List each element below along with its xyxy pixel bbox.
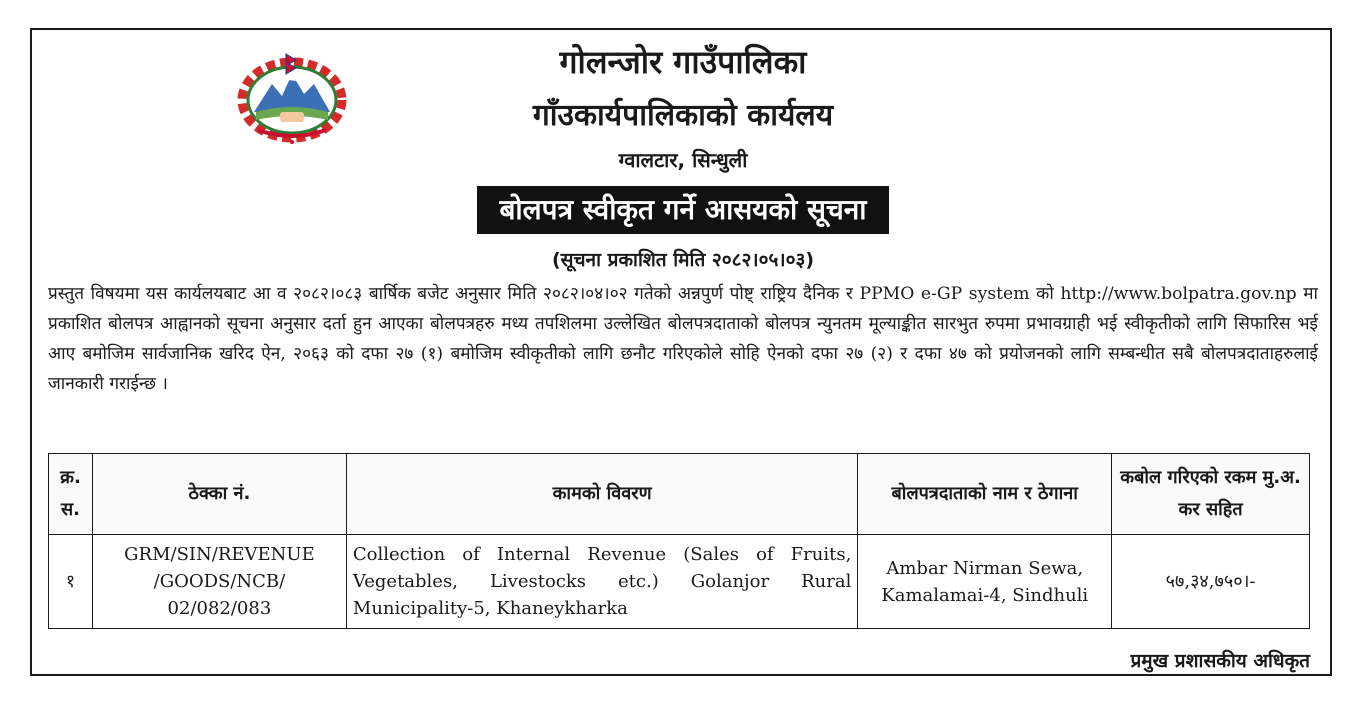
signatory-title: प्रमुख प्रशासकीय अधिकृत [1130,650,1310,672]
header-work-description: कामको विवरण [346,454,857,535]
office-name: गाँउकार्यपालिकाको कार्यलय [532,98,834,133]
publish-date: (सूचना प्रकाशित मिति २०८२।०५।०३) [551,249,815,271]
cell-bidder: Ambar Nirman Sewa, Kamalamai-4, Sindhuli [858,535,1112,629]
header-quoted-amount: कबोल गरिएको रकम मु.अ. कर सहित [1112,454,1310,535]
table-header-row [49,454,1310,535]
cell-contract-number: GRM/SIN/REVENUE /GOODS/NCB/ 02/082/083 [92,535,346,629]
notice-title: बोलपत्र स्वीकृत गर्ने आसयको सूचना [477,186,888,234]
cell-work-description: Collection of Internal Revenue (Sales of Fruits, Vegetables, Livestocks etc.) Golanjor Rural Municipality-5, Khaneykharka [346,535,857,629]
municipality-name: गोलन्जोर गाउँपालिका [559,43,807,81]
cell-serial-number: १ [49,535,93,629]
notice-title-wrapper [0,186,1366,234]
award-table [48,453,1310,629]
header-contract-number: ठेक्का नं. [92,454,346,535]
header-bidder-name-address: बोलपत्रदाताको नाम र ठेगाना [858,454,1112,535]
cell-quoted-amount: ५७,३४,७५०।- [1112,535,1310,629]
office-location: ग्वालटार, सिन्धुली [618,148,748,172]
notice-body: प्रस्तुत विषयमा यस कार्यलयबाट आ व २०८२।०८३ बार्षिक बजेट अनुसार मिति २०८२।०४।०२ गतेको अन्नपुर्ण पोष्ट् राष्ट्रिय दैनिक र PPMO e-GP system को http://www.bolpatra.gov.np मा प्रकाशित बोलपत्र आह्वानको सूचना अनुसार दर्ता हुन आएका बोलपत्रहरु मध्य तपशिलमा उल्लेखित बोलपत्रदाताको बोलपत्र न्युनतम मूल्याङ्कीत सारभुत रुपमा प्रभावग्राही भई स्वीकृतीको लागि सिफारिस भई आए बमोजिम सार्वजानिक खरिद ऐन, २०६३ को दफा २७ (१) बमोजिम स्वीकृतीको लागि छनौट गरिएकोले सोहि ऐनको दफा २७ (२) र दफा ४७ को प्रयोजनको लागि सम्बन्धीत सबै बोलपत्रदाताहरुलाई जानकारी गराईन्छ । [48,284,1318,394]
header-serial-number: क्र. स. [49,454,93,535]
table-row [49,535,1310,629]
